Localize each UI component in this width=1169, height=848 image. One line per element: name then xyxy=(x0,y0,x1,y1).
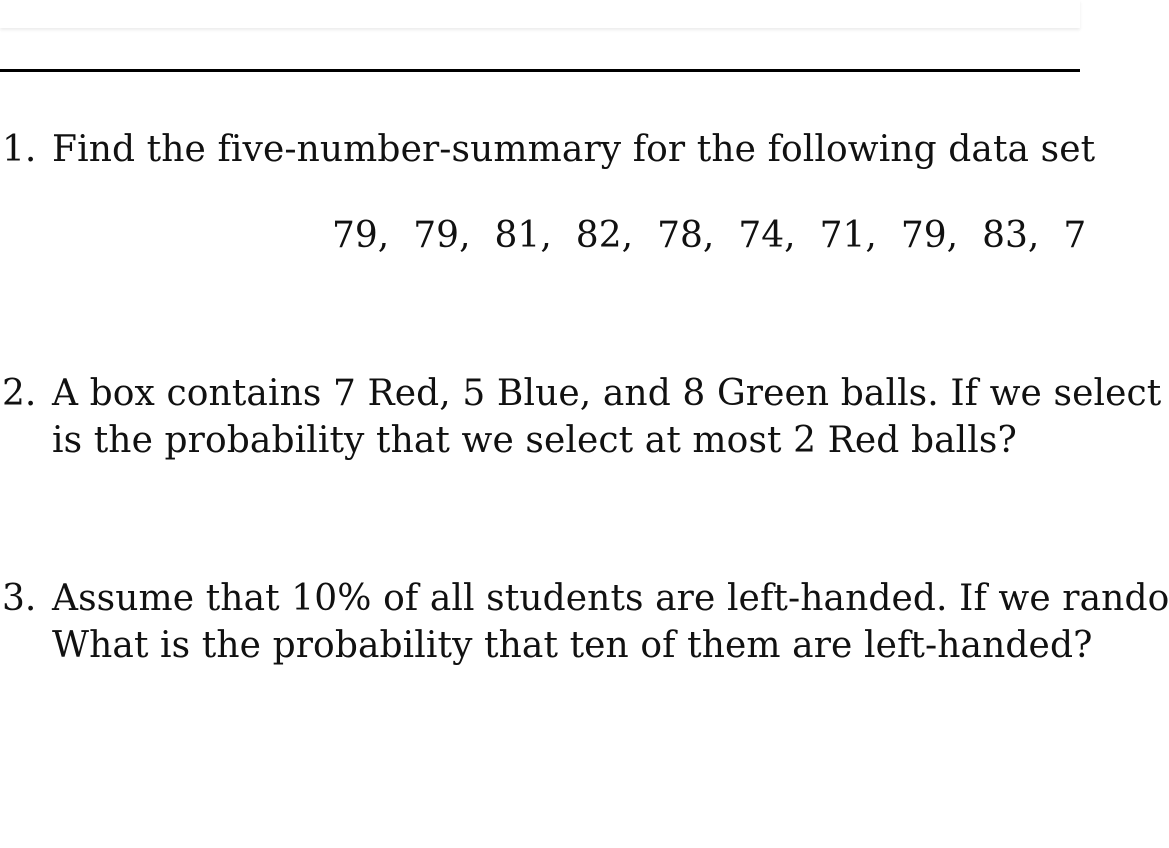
data-value: 71, xyxy=(819,215,877,256)
data-value: 74, xyxy=(738,215,796,256)
problem-1-data-set xyxy=(332,214,1110,258)
data-value: 79, xyxy=(900,215,959,256)
data-value: 7 xyxy=(1063,215,1087,256)
viewer-top-bar xyxy=(0,0,1080,28)
data-value: 83, xyxy=(982,215,1040,256)
problem-1-number: 1. xyxy=(2,129,37,170)
problem-2-text-line-1: A box contains 7 Red, 5 Blue, and 8 Green balls. If we select xyxy=(52,373,1162,414)
data-value: 81, xyxy=(494,215,552,256)
data-value: 82, xyxy=(575,215,634,256)
problem-2-number: 2. xyxy=(2,373,37,414)
data-value: 78, xyxy=(657,215,715,256)
problem-3-text-line-1: Assume that 10% of all students are left-handed. If we rando xyxy=(52,578,1169,619)
problem-2-text-line-2: is the probability that we select at most 2 Red balls? xyxy=(52,420,1017,461)
problem-3-text-line-2: What is the probability that ten of them are left-handed? xyxy=(52,625,1093,666)
data-value: 79, xyxy=(413,215,471,256)
data-value: 79, xyxy=(332,215,390,256)
horizontal-rule xyxy=(0,69,1080,72)
problem-3-number: 3. xyxy=(2,578,37,619)
problem-1-text: Find the five-number-summary for the following data set xyxy=(52,129,1096,170)
